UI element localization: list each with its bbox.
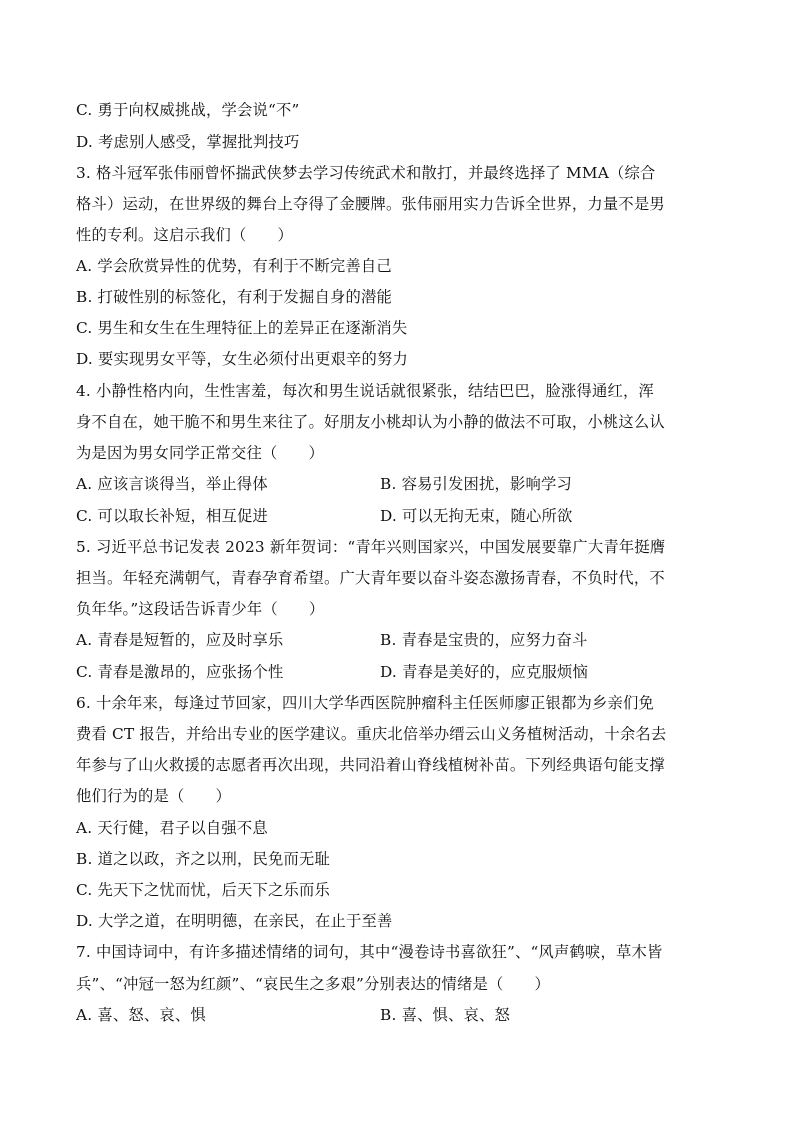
- q5-option-a: A. 青春是短暂的，应及时享乐: [76, 631, 284, 649]
- q7-stem-2: 兵”、“冲冠一怒为红颜”、“哀民生之多艰”分别表达的情绪是（ ）: [76, 975, 551, 993]
- q3-stem-2: 格斗）运动，在世界级的舞台上夺得了金腰牌。张伟丽用实力告诉全世界，力量不是男: [76, 195, 665, 213]
- q6-stem-1: 6. 十余年来，每逢过节回家，四川大学华西医院肿瘤科主任医师廖正银都为乡亲们免: [76, 694, 654, 712]
- q7-stem-1: 7. 中国诗词中，有许多描述情绪的词句，其中“漫卷诗书喜欲狂”、“风声鹤唳，草木皆: [76, 943, 663, 961]
- q5-option-c: C. 青春是激昂的，应张扬个性: [76, 663, 284, 681]
- q3-stem-3: 性的专利。这启示我们（ ）: [76, 226, 293, 244]
- q5-stem-1: 5. 习近平总书记发表 2023 新年贺词：“青年兴则国家兴，中国发展要靠广大青年挺膺: [76, 538, 666, 556]
- q5-option-b: B. 青春是宝贵的，应努力奋斗: [380, 631, 588, 649]
- q4-stem-2: 身不自在，她干脆不和男生来往了。好朋友小桃却认为小静的做法不可取，小桃这么认: [76, 413, 665, 431]
- q6-stem-3: 年参与了山火救援的志愿者再次出现，共同沿着山脊线植树补苗。下列经典语句能支撑: [76, 756, 665, 774]
- q6-option-d: D. 大学之道，在明明德，在亲民，在止于至善: [76, 912, 393, 930]
- q3-option-d: D. 要实现男女平等，女生必须付出更艰辛的努力: [76, 350, 408, 368]
- q7-option-a: A. 喜、怒、哀、惧: [76, 1006, 206, 1024]
- q5-option-d: D. 青春是美好的，应克服烦恼: [380, 663, 589, 681]
- q6-stem-4: 他们行为的是（ ）: [76, 787, 231, 805]
- q4-stem-3: 为是因为男女同学正常交往（ ）: [76, 444, 324, 462]
- q3-option-a: A. 学会欣赏异性的优势，有利于不断完善自己: [76, 257, 392, 275]
- q2-option-d: D. 考虑别人感受，掌握批判技巧: [76, 133, 300, 151]
- q2-option-c: C. 勇于向权威挑战，学会说“不”: [76, 101, 300, 119]
- q6-stem-2: 费看 CT 报告，并给出专业的医学建议。重庆北倍举办缙云山义务植树活动，十余名去: [76, 725, 667, 743]
- q6-option-a: A. 天行健，君子以自强不息: [76, 819, 268, 837]
- q4-stem-1: 4. 小静性格内向，生性害羞，每次和男生说话就很紧张，结结巴巴，脸涨得通红，浑: [76, 382, 654, 400]
- q3-option-c: C. 男生和女生在生理特征上的差异正在逐渐消失: [76, 319, 408, 337]
- q6-option-c: C. 先天下之忧而忧，后天下之乐而乐: [76, 881, 330, 899]
- q5-stem-3: 负年华。”这段话告诉青少年（ ）: [76, 600, 325, 618]
- q4-option-c: C. 可以取长补短，相互促进: [76, 507, 268, 525]
- q3-option-b: B. 打破性别的标签化，有利于发掘自身的潜能: [76, 288, 393, 306]
- q5-stem-2: 担当。年轻充满朝气，青春孕育希望。广大青年要以奋斗姿态激扬青春，不负时代，不: [76, 569, 665, 587]
- q4-option-d: D. 可以无拘无束，随心所欲: [380, 507, 573, 525]
- q6-option-b: B. 道之以政，齐之以刑，民免而无耻: [76, 850, 331, 868]
- q4-option-a: A. 应该言谈得当，举止得体: [76, 475, 268, 493]
- q4-option-b: B. 容易引发困扰，影响学习: [380, 475, 573, 493]
- q7-option-b: B. 喜、惧、哀、怒: [380, 1006, 511, 1024]
- q3-stem-1: 3. 格斗冠军张伟丽曾怀揣武侠梦去学习传统武术和散打，并最终选择了 MMA（综合: [76, 164, 656, 182]
